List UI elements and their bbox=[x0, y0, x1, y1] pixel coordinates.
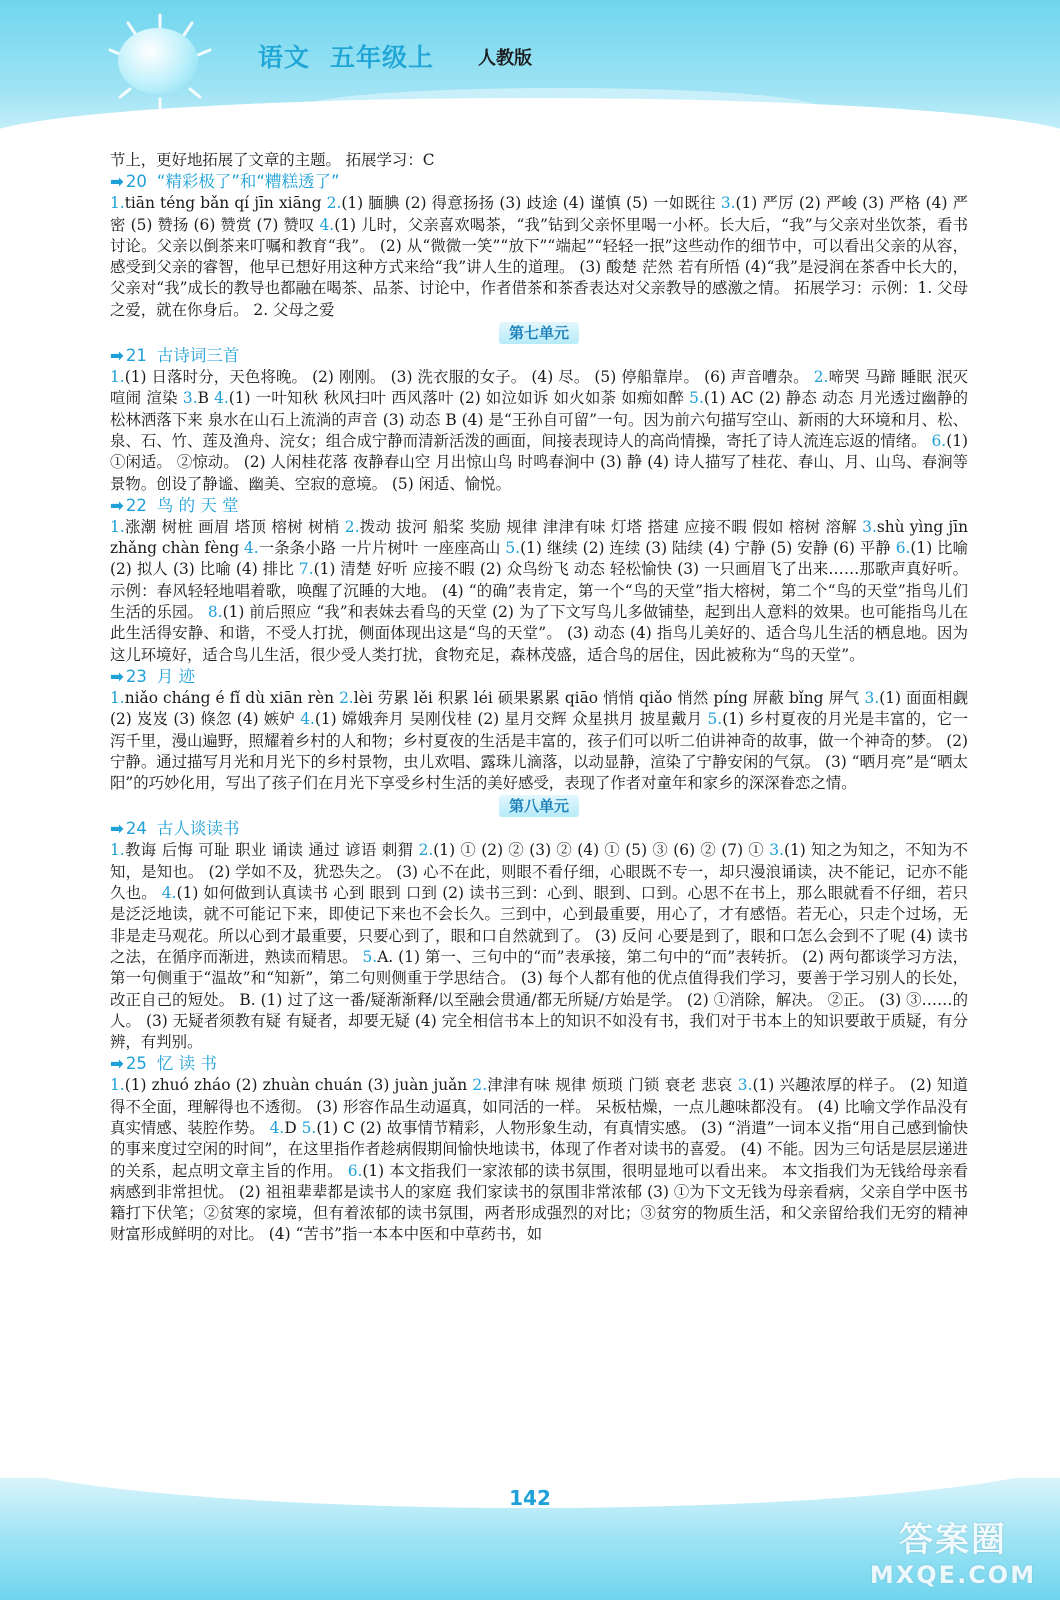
sun-disc bbox=[118, 28, 198, 94]
arrow-right-icon: ➡ bbox=[110, 495, 124, 515]
section-number: 22 bbox=[125, 495, 147, 515]
section-heading-21 bbox=[110, 345, 968, 367]
section-24-answers: 1.教诲 后悔 可耻 职业 诵读 通过 谚语 刺猬 2.(1) ① (2) ② (3) ② (4) ① (5) ③ (6) ② (7) ① 3.(1) 知之为知之，不知为不知，是知也。 (2) 学如不及，犹恐失之。 (3) 心不在此，则眼不看仔细，心眼既不专一，却只漫浪诵读，决不能记，记亦不能久也。 4.(1) 如何做到认真读书 心到 眼到 口到 (2) 读书三到：心到、眼到、口到。心思不在书上，那么眼就看不仔细，若只是泛泛地读，就不可能记下来，即使记下来也不会长久。三到中，心到最重要，用心了，才有感悟。若无心，只走个过场，无非是走马观花。所以心到才最重要，只要心到了，眼和口自然就到了。 (3) 反问 心要是到了，眼和口怎么会到不了呢 (4) 读书之法，在循序而渐进，熟读而精思。 5.A. (1) 第一、三句中的“而”表承接，第二句中的“而”表转折。 (2) 两句都谈学习方法，第一句侧重于“温故”和“知新”，第二句则侧重于学思结合。 (3) 每个人都有他的优点值得我们学习，要善于学习别人的长处，改正自己的短处。 B. (1) 过了这一番/疑渐渐释/以至融会贯通/都无所疑/方始是学。 (2) ①消除，解决。 ②正。 (3) ③……的人。 (3) 无疑者须教有疑 有疑者，却要无疑 (4) 完全相信书本上的知识不如没有书，我们对于书本上的知识要敢于质疑，有分辨，有判别。 bbox=[110, 841, 968, 1052]
header-subject: 语文 bbox=[258, 43, 311, 72]
section-number: 23 bbox=[125, 666, 147, 686]
section-title: 古诗词三首 bbox=[156, 346, 240, 366]
unit-heading-7: 第七单元 bbox=[110, 322, 968, 344]
section-heading-24 bbox=[110, 818, 968, 840]
watermark-logo bbox=[868, 1512, 1038, 1589]
section-23-answers: 1.niǎo cháng é fǐ dù xiān rèn 2.lèi 劳累 lěi 积累 léi 硕果累累 qiāo 悄悄 qiǎo 悄然 píng 屏蔽 bǐng 屏气 3.(1) 面面相觑 (2) 岌岌 (3) 倏忽 (4) 嫉妒 4.(1) 嫦娥奔月 吴刚伐桂 (2) 星月交辉 众星拱月 披星戴月 5.(1) 乡村夏夜的月光是丰富的，它一泻千里，漫山遍野，照耀着乡村的人和物；乡村夏夜的生活是丰富的，孩子们可以听二伯讲神奇的故事，做一个神奇的梦。 (2) 宁静。通过描写月光和月光下的乡村景物，虫儿欢唱、露珠儿滴落，以动显静，渲染了宁静安闲的气氛。 (3) “晒月亮”是“晒太阳”的巧妙化用，写出了孩子们在月光下享受乡村生活的美好感受，表现了作者对童年和家乡的深深眷恋之情。 bbox=[110, 688, 968, 793]
unit-heading-8: 第八单元 bbox=[110, 795, 968, 817]
arrow-right-icon: ➡ bbox=[110, 346, 124, 366]
section-heading-20 bbox=[110, 171, 968, 193]
section-title: 鸟 的 天 堂 bbox=[156, 495, 239, 515]
section-20-answers: 1.tiān téng bǎn qí jīn xiāng 2.(1) 腼腆 (2) 得意扬扬 (3) 歧途 (4) 谨慎 (5) 一如既往 3.(1) 严厉 (2) 严峻 (3) 严格 (4) 严密 (5) 赞扬 (6) 赞赏 (7) 赞叹 4.(1) 儿时，父亲喜欢喝茶，“我”钻到父亲怀里喝一小杯。长大后，“我”与父亲对坐饮茶，看书讨论。父亲以倒茶来叮嘱和教育“我”。 (2) 从“微微一笑”“放下”“端起”“轻轻一抿”这些动作的细节中，可以看出父亲的从容，感受到父亲的睿智，他早已想好用这种方式来给“我”讲人生的道理。 (3) 酸楚 茫然 若有所悟 (4)“我”是浸润在茶香中长大的，父亲对“我”成长的教导也都融在喝茶、品茶、讨论中，作者借茶和茶香表达对父亲教导的感激之情。 拓展学习：示例：1. 父母之爱，就在你身后。 2. 父母之爱 bbox=[110, 194, 968, 319]
section-number: 25 bbox=[125, 1054, 147, 1074]
section-number: 21 bbox=[125, 346, 147, 366]
header-grade: 五年级上 bbox=[330, 43, 435, 72]
section-number: 24 bbox=[125, 819, 147, 839]
page-header bbox=[0, 0, 1060, 150]
section-heading-22 bbox=[110, 495, 968, 517]
section-title: 忆 读 书 bbox=[156, 1054, 217, 1074]
watermark-url-text: MXQE.COM bbox=[869, 1561, 1037, 1589]
arrow-right-icon: ➡ bbox=[110, 819, 124, 839]
section-22-answers: 1.涨潮 树桩 画眉 塔顶 榕树 树梢 2.拨动 拔河 船桨 奖励 规律 津津有味 灯塔 搭建 应接不暇 假如 榕树 溶解 3.shù yìng jīn zhǎng chàn fèng 4.一条条小路 一片片树叶 一座座高山 5.(1) 继续 (2) 连续 (3) 陆续 (4) 宁静 (5) 安静 (6) 平静 6.(1) 比喻 (2) 拟人 (3) 比喻 (4) 排比 7.(1) 清楚 好听 应接不暇 (2) 众鸟纷飞 动态 轻松愉快 (3) 一只画眉飞了出来……那歌声真好听。示例：春风轻轻地唱着歌，唤醒了沉睡的大地。 (4) “的确”表肯定，第一个“鸟的天堂”指大榕树，第二个“鸟的天堂”指鸟儿们生活的乐园。 8.(1) 前后照应 “我”和表妹去看鸟的天堂 (2) 为了下文写鸟儿多做铺垫，起到出人意料的效果。也可能指鸟儿在此生活得安静、和谐，不受人打扰，侧面体现出这是“鸟的天堂”。 (3) 动态 (4) 指鸟儿美好的、适合鸟儿生活的栖息地。因为这儿环境好，适合鸟儿生活，很少受人类打扰，食物充足，森林茂盛，适合鸟的居住，因此被称为“鸟的天堂”。 bbox=[110, 517, 969, 664]
section-heading-25 bbox=[110, 1053, 968, 1075]
section-title: 月 迹 bbox=[156, 666, 196, 686]
section-25-answers: 1.(1) zhuó zháo (2) zhuàn chuán (3) juàn juǎn 2.津津有味 规律 烦琐 门锁 衰老 悲哀 3.(1) 兴趣浓厚的样子。 (2) 知道得不全面，理解得也不透彻。 (3) 形容作品生动逼真，如同活的一样。 呆板枯燥，一点儿趣味都没有。 (4) 比喻文学作品没有真实情感、装腔作势。 4.D 5.(1) C (2) 故事情节精彩，人物形象生动，有真情实感。 (3) “消遣”一词本义指“用自己感到愉快的事来度过空闲的时间”，在这里指作者趁病假期间愉快地读书，体现了作者对读书的喜爱。 (4) 不能。因为三句话是层层递进的关系，起点明文章主旨的作用。 6.(1) 本文指我们一家浓郁的读书氛围，很明显地可以看出来。 本文指我们为无钱给母亲看病感到非常担忧。 (2) 祖祖辈辈都是读书人的家庭 我们家读书的氛围非常浓郁 (3) ①为下文无钱为母亲看病，父亲自学中医书籍打下伏笔；②贫寒的家境，但有着浓郁的读书氛围，两者形成强烈的对比；③贫穷的物质生活，和父亲留给我们无穷的精神财富形成鲜明的对比。 (4) “苦书”指一本本中医和中草药书，如 bbox=[110, 1076, 969, 1244]
answer-content bbox=[110, 150, 968, 1246]
arrow-right-icon: ➡ bbox=[110, 1054, 124, 1074]
section-number: 20 bbox=[125, 172, 147, 192]
section-title: 古人谈读书 bbox=[156, 819, 240, 839]
arrow-right-icon: ➡ bbox=[110, 172, 124, 192]
section-21-answers: 1.(1) 日落时分，天色将晚。 (2) 刚刚。 (3) 洗衣服的女子。 (4) 尽。 (5) 停船靠岸。 (6) 声音嘈杂。 2.啼哭 马蹄 睡眠 泯灭 喧闹 渲染 3.B 4.(1) 一叶知秋 秋风扫叶 西风落叶 (2) 如泣如诉 如火如荼 如痴如醉 5.(1) AC (2) 静态 动态 月光透过幽静的松林洒落下来 泉水在山石上流淌的声音 (3) 动态 B (4) 是“王孙自可留”一句。因为前六句描写空山、新雨的大环境和月、松、泉、石、竹、莲及渔舟、浣女；组合成宁静而清新活泼的画面，间接表现诗人的高尚情操，寄托了诗人流连忘返的情绪。 6.(1) ①闲适。 ②惊动。 (2) 人闲桂花落 夜静春山空 月出惊山鸟 时鸣春涧中 (3) 静 (4) 诗人描写了桂花、春山、月、山鸟、春涧等景物。创设了静谧、幽美、空寂的意境。 (5) 闲适、愉悦。 bbox=[110, 368, 968, 493]
section-title: “精彩极了”和“糟糕透了” bbox=[156, 172, 340, 192]
section-heading-23 bbox=[110, 666, 968, 688]
arrow-right-icon: ➡ bbox=[110, 666, 124, 686]
header-title bbox=[258, 38, 434, 74]
page-number: 142 bbox=[509, 1486, 551, 1510]
header-edition: 人教版 bbox=[478, 48, 532, 69]
watermark-main-text: 答案圈 bbox=[899, 1520, 1007, 1560]
intro-text: 节上，更好地拓展了文章的主题。 拓展学习：C bbox=[110, 151, 435, 169]
